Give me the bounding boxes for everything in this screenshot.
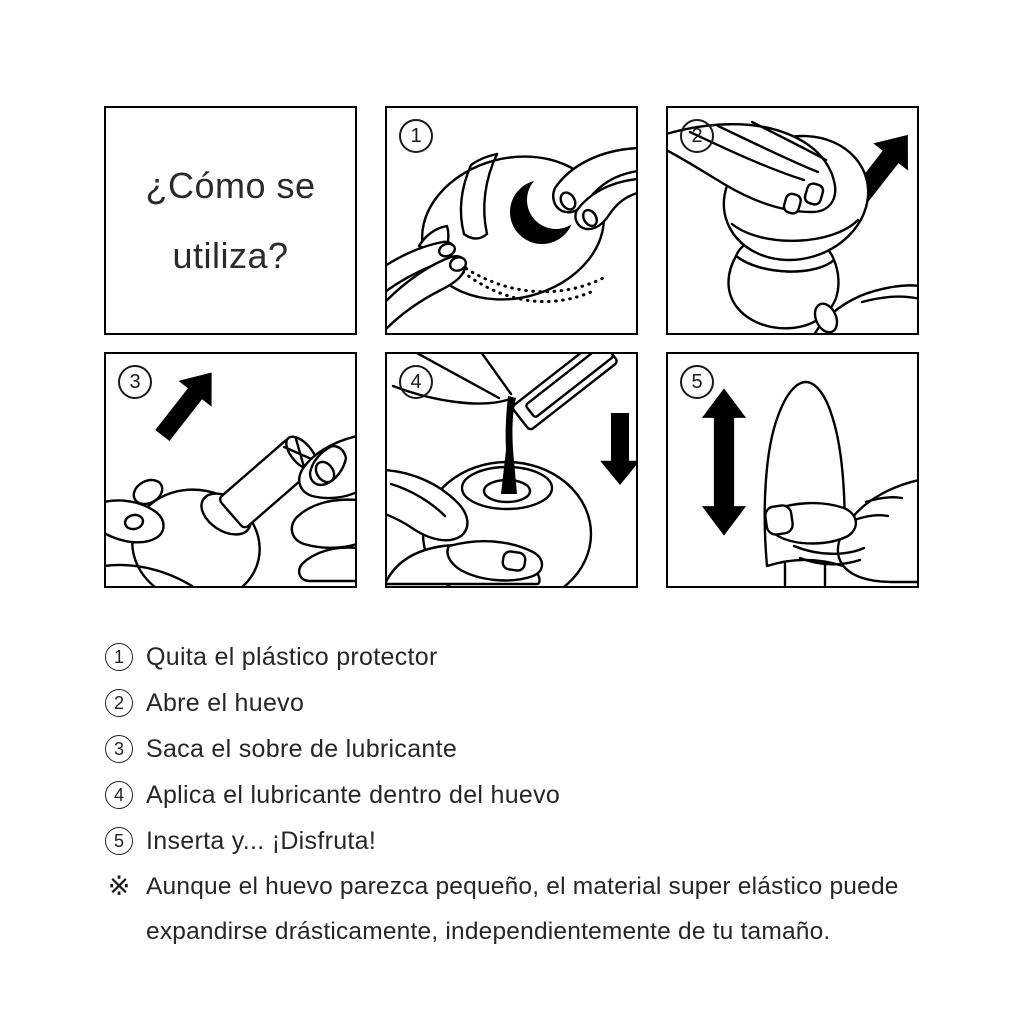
panel-grid — [104, 106, 919, 588]
note-text — [146, 872, 899, 947]
step-3-circle-marker: 3 — [105, 735, 133, 763]
note-text-line-1: Aunque el huevo parezca pequeño, el material super elástico puede — [146, 873, 899, 900]
step-5-circle-marker: 5 — [105, 827, 133, 855]
step-list-item-5 — [105, 826, 985, 856]
step-4-circle-marker: 4 — [105, 781, 133, 809]
step-2-text: Abre el huevo — [146, 689, 305, 717]
step-4-text: Aplica el lubricante dentro del huevo — [146, 781, 561, 809]
step-3-number-badge: 3 — [118, 365, 152, 399]
intro-panel — [104, 106, 357, 335]
step-1-text: Quita el plástico protector — [146, 643, 438, 671]
step-4-number-badge: 4 — [399, 365, 433, 399]
note-text-line-2: expandirse drásticamente, independientemente de tu tamaño. — [146, 918, 831, 945]
panel-step-4 — [385, 352, 638, 588]
sheet-title-line-2: utiliza? — [172, 234, 289, 276]
step-5-text: Inserta y... ¡Disfruta! — [146, 827, 377, 855]
step-2-circle-marker: 2 — [105, 689, 133, 717]
step-1-circle-marker: 1 — [105, 643, 133, 671]
panel-step-3 — [104, 352, 357, 588]
sachet-strip — [511, 354, 618, 431]
step-1-number-badge: 1 — [399, 119, 433, 153]
panel-step-2 — [666, 106, 919, 335]
sheet-title-line-1: ¿Cómo se — [145, 164, 316, 206]
step-list-item-4 — [105, 780, 985, 810]
up-down-arrow-icon — [702, 388, 746, 535]
panel-step-5 — [666, 352, 919, 588]
step-list-item-1 — [105, 642, 985, 672]
panel-step-1 — [385, 106, 638, 335]
down-arrow-icon — [600, 413, 636, 485]
step-2-number-badge: 2 — [680, 119, 714, 153]
sheet-title — [145, 151, 315, 291]
up-right-arrow-icon — [146, 360, 228, 449]
reference-mark: ※ — [107, 871, 131, 902]
step-5-number-badge: 5 — [680, 365, 714, 399]
step-list-item-2 — [105, 688, 985, 718]
step-list-item-3 — [105, 734, 985, 764]
step-3-text: Saca el sobre de lubricante — [146, 735, 458, 763]
steps-list — [105, 642, 985, 963]
note-item — [105, 872, 985, 947]
